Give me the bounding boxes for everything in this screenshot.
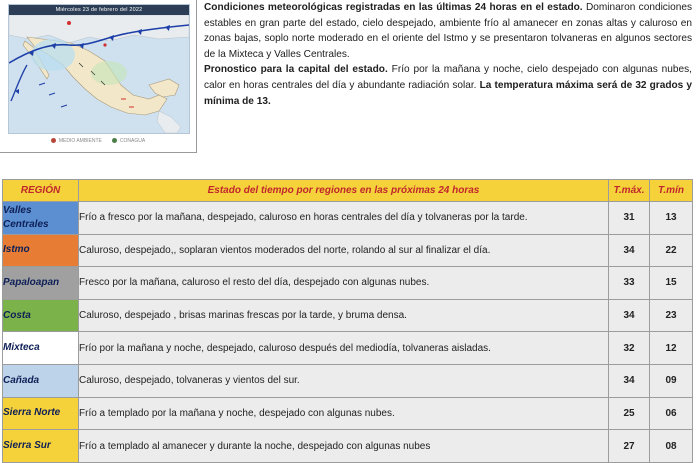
regions-forecast-table [2,179,693,463]
region-forecast: Frío a fresco por la mañana, despejado, caluroso en horas centrales del día y tolvaneras por la tarde. [79,202,609,235]
region-forecast: Caluroso, despejado, tolvaneras y vientos del sur. [79,364,609,397]
drop-icon [112,138,117,143]
temp-max: 34 [609,364,650,397]
table-row [3,332,693,365]
region-name: Papaloapan [3,267,79,300]
header-tmax: T.máx. [609,180,650,202]
logo-left-text: MEDIO AMBIENTE [58,138,102,144]
temp-max: 32 [609,332,650,365]
table-row [3,364,693,397]
seal-icon [51,138,56,143]
region-name: Istmo [3,234,79,267]
temp-max: 25 [609,397,650,430]
header-region: REGIÓN [3,180,79,202]
header-tmin: T.mín [650,180,693,202]
region-name: Sierra Sur [3,430,79,463]
summary-text [204,0,692,140]
temp-min: 08 [650,430,693,463]
temp-min: 09 [650,364,693,397]
temp-max: 33 [609,267,650,300]
table-row [3,234,693,267]
logo-medio-ambiente [51,138,102,144]
summary-heading: Condiciones meteorológicas registradas en las últimas 24 horas en el estado. [204,2,583,13]
temp-min: 13 [650,202,693,235]
region-name: Mixteca [3,332,79,365]
region-forecast: Frío a templado al amanecer y durante la noche, despejado con algunas nubes [79,430,609,463]
header-estado: Estado del tiempo por regiones en las próximas 24 horas [79,180,609,202]
temp-min: 22 [650,234,693,267]
table-row [3,202,693,235]
map-title: Miércoles 23 de febrero del 2022 [9,5,189,15]
temp-min: 23 [650,299,693,332]
forecast-heading: Pronostico para la capital del estado. [204,64,388,76]
logo-right-text: CONAGUA [119,138,146,144]
region-name: Cañada [3,364,79,397]
temp-max: 27 [609,430,650,463]
summary-body: Dominaron condiciones estables en gran parte del estado, cielo despejado, ambiente frío al amanecer en zonas altas y caluroso en zonas bajas, soplo norte moderado en el oriente del Istmo y se presentaron tolvaneras en algunos sectores de la Mixteca y Valles Centrales. [204,2,692,60]
table-row [3,299,693,332]
forecast-temps: La temperatura máxima será de 32 grados y mínima de 13. [204,79,692,107]
table-row [3,397,693,430]
region-name: Valles Centrales [3,202,79,235]
table-header-row [3,180,693,202]
region-name: Costa [3,299,79,332]
region-forecast: Caluroso, despejado , brisas marinas frescas por la tarde, y bruma densa. [79,299,609,332]
temp-min: 12 [650,332,693,365]
table-row [3,267,693,300]
temp-max: 34 [609,299,650,332]
temp-min: 06 [650,397,693,430]
weather-map-frame [0,0,197,153]
weather-map [8,4,190,134]
map-graphic [9,15,189,133]
region-forecast: Frío por la mañana y noche, despejado, caluroso después del mediodía, tolvaneras aisladas. [79,332,609,365]
region-forecast: Frío a templado por la mañana y noche, despejado con algunas nubes. [79,397,609,430]
top-section [0,0,696,170]
region-forecast: Caluroso, despejado,, soplaran vientos moderados del norte, rolando al sur al finalizar el día. [79,234,609,267]
region-forecast: Fresco por la mañana, caluroso el resto del día, despejado con algunas nubes. [79,267,609,300]
map-logos [8,134,188,148]
forecast-body: Frío por la mañana y noche, cielo despejado con algunas nubes, calor en horas centrales del día y abundante radiación solar. [204,64,692,91]
logo-conagua [112,138,145,144]
temp-min: 15 [650,267,693,300]
temp-max: 31 [609,202,650,235]
table-row [3,430,693,463]
region-name: Sierra Norte [3,397,79,430]
temp-max: 34 [609,234,650,267]
